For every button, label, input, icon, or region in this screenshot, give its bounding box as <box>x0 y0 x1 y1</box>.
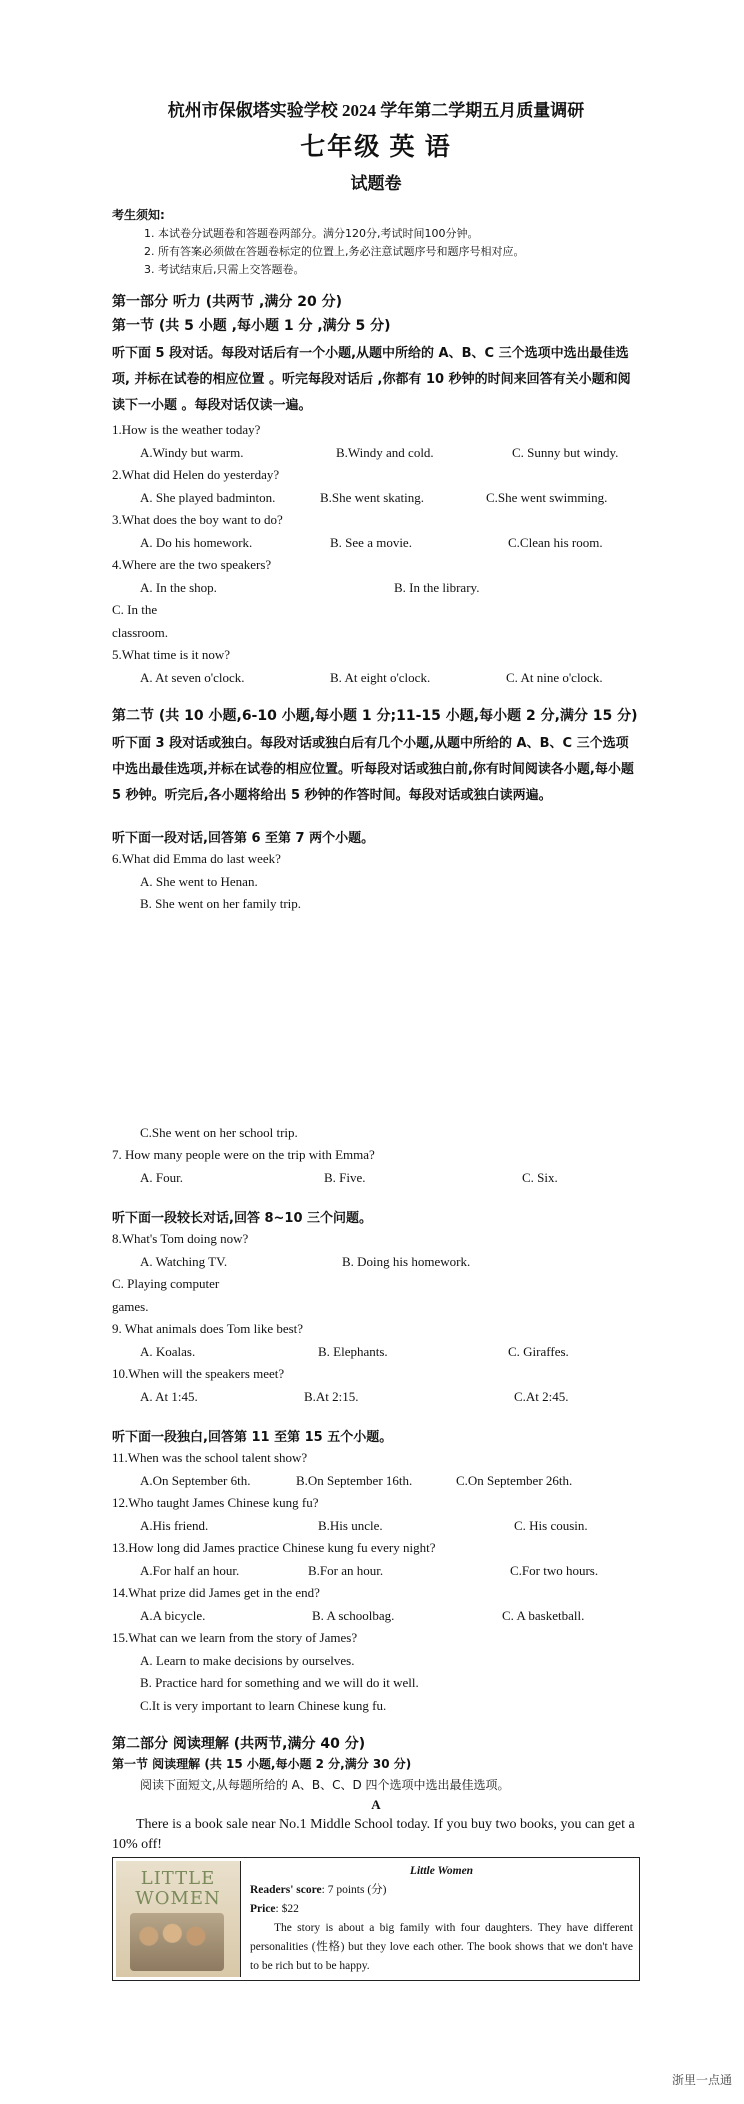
options-2 <box>112 487 640 510</box>
option-b: B. Doing his homework. <box>342 1253 471 1269</box>
option-c: C.At 2:45. <box>514 1388 569 1404</box>
question-10: 10.When will the speakers meet? <box>112 1366 285 1381</box>
question-6: 6.What did Emma do last week? <box>112 851 281 866</box>
question-7: 7. How many people were on the trip with Emma? <box>112 1147 375 1162</box>
book-title: Little Women <box>409 1865 474 1877</box>
question-9: 9. What animals does Tom like best? <box>112 1321 304 1336</box>
option-c: C.Clean his room. <box>508 534 603 550</box>
book-description: The story is about a big family with four daughters. They have different personalities (性格) but they love each other. The book shows that we don't have to be rich but to be happy. <box>250 1922 633 1972</box>
option-b: B. See a movie. <box>330 534 412 550</box>
option-a: A. Learn to make decisions by ourselves. <box>140 1652 355 1668</box>
option-b: B. A schoolbag. <box>312 1607 395 1623</box>
notice-heading: 考生须知: <box>112 208 165 222</box>
option-c: C.She went swimming. <box>486 489 608 505</box>
question-1: 1.How is the weather today? <box>112 422 261 437</box>
book-info <box>244 1858 639 1980</box>
option-c: C. At nine o'clock. <box>506 669 603 685</box>
option-b: B.His uncle. <box>318 1517 383 1533</box>
option-b: B. Practice hard for something and we will do it well. <box>140 1675 419 1690</box>
option-a: A.Windy but warm. <box>140 444 244 460</box>
part1-sec2-instructions: 听下面 3 段对话或独白。每段对话或独白后有几个小题,从题中所给的 A、B、C 三个选项中选出最佳选项,并标在试卷的相应位置。听每段对话或独白前,你有时间阅读各小题,每小题 5 秒钟。听完后,各小题将给出 5 秒钟的作答时间。每段对话或独白读两遍。 <box>112 736 634 803</box>
options-3 <box>112 532 640 555</box>
option-a: A. In the shop. <box>140 579 217 595</box>
option-c: C.For two hours. <box>510 1562 599 1578</box>
question-11: 11.When was the school talent show? <box>112 1450 308 1465</box>
option-a: A.His friend. <box>140 1517 209 1533</box>
option-c: C. A basketball. <box>502 1607 585 1623</box>
question-3: 3.What does the boy want to do? <box>112 512 283 527</box>
paper-type: 试题卷 <box>350 174 402 193</box>
option-a: A.For half an hour. <box>140 1562 240 1578</box>
option-b: B. In the library. <box>394 579 480 595</box>
options-11 <box>112 1470 640 1493</box>
group2-title: 听下面一段较长对话,回答 8~10 三个问题。 <box>112 1211 373 1226</box>
options-5 <box>112 667 640 690</box>
option-c: C. Six. <box>522 1169 558 1185</box>
options-13 <box>112 1560 640 1583</box>
option-c: C. Giraffes. <box>508 1343 569 1359</box>
option-a: A. Do his homework. <box>140 534 253 550</box>
book-cover-title: LITTLE WOMEN <box>135 1868 221 1909</box>
option-c: C. His cousin. <box>514 1517 588 1533</box>
option-c: C.On September 26th. <box>456 1472 573 1488</box>
group1-title: 听下面一段对话,回答第 6 至第 7 两个小题。 <box>112 831 375 846</box>
part2-title: 第二部分 阅读理解 (共两节,满分 40 分) <box>112 1736 366 1752</box>
book-cover-image <box>116 1861 241 1977</box>
option-a: A.A bicycle. <box>140 1607 206 1623</box>
book-price <box>250 1900 633 1919</box>
book-card <box>112 1857 640 1981</box>
options-9 <box>112 1341 640 1364</box>
option-b: B.She went skating. <box>320 489 424 505</box>
reading-instructions: 阅读下面短文,从每题所给的 A、B、C、D 四个选项中选出最佳选项。 <box>140 1778 510 1792</box>
options-14 <box>112 1605 640 1628</box>
score-value: : 7 points (分) <box>321 1884 387 1896</box>
option-a: A. Four. <box>140 1169 183 1185</box>
options-10 <box>112 1386 640 1409</box>
question-2: 2.What did Helen do yesterday? <box>112 467 280 482</box>
exam-page <box>112 96 640 1981</box>
question-4: 4.Where are the two speakers? <box>112 557 272 572</box>
option-a: A. She went to Henan. <box>140 873 258 889</box>
options-15 <box>112 1650 640 1718</box>
option-b: B. At eight o'clock. <box>330 669 431 685</box>
blank-space <box>140 916 640 1122</box>
school-title: 杭州市保俶塔实验学校 2024 学年第二学期五月质量调研 <box>167 101 585 120</box>
group3-title: 听下面一段独白,回答第 11 至第 15 五个小题。 <box>112 1430 393 1445</box>
passage-intro: There is a book sale near No.1 Middle School today. If you buy two books, you can get a 10% off! <box>112 1817 635 1852</box>
option-a: A.On September 6th. <box>140 1472 251 1488</box>
option-a: A. At seven o'clock. <box>140 669 245 685</box>
options-8 <box>112 1251 640 1319</box>
option-b: B.For an hour. <box>308 1562 384 1578</box>
notice-item: 1. 本试卷分试题卷和答题卷两部分。满分120分,考试时间100分钟。 <box>144 227 479 240</box>
option-a: A. She played badminton. <box>140 489 276 505</box>
score-label: Readers' score <box>250 1884 322 1896</box>
price-value: : $22 <box>275 1903 299 1915</box>
option-b: B. Five. <box>324 1169 366 1185</box>
subject-title: 七年级 英 语 <box>300 134 452 161</box>
footer-watermark: 浙里一点通 <box>671 2073 732 2087</box>
passage-label: A <box>371 1797 381 1812</box>
part1-title: 第一部分 听力 (共两节 ,满分 20 分) <box>112 294 342 310</box>
question-14: 14.What prize did James get in the end? <box>112 1585 320 1600</box>
option-c: C.It is very important to learn Chinese kung fu. <box>140 1697 387 1713</box>
options-1 <box>112 442 640 465</box>
option-b: B. Elephants. <box>318 1343 388 1359</box>
question-13: 13.How long did James practice Chinese kung fu every night? <box>112 1540 436 1555</box>
option-a: A. At 1:45. <box>140 1388 198 1404</box>
question-15: 15.What can we learn from the story of James? <box>112 1630 358 1645</box>
option-c: C.She went on her school trip. <box>140 1124 298 1140</box>
notice-list <box>112 225 640 279</box>
part1-sec1-instructions: 听下面 5 段对话。每段对话后有一个小题,从题中所给的 A、B、C 三个选项中选出最佳选项, 并标在试卷的相应位置 。听完每段对话后 ,你都有 10 秒钟的时间来回答有关小题和阅读下一小题 。每段对话仅读一遍。 <box>112 346 631 413</box>
part1-sec1-title: 第一节 (共 5 小题 ,每小题 1 分 ,满分 5 分) <box>112 318 391 334</box>
cover-illustration <box>130 1913 224 1971</box>
options-7 <box>112 1167 640 1190</box>
question-5: 5.What time is it now? <box>112 647 231 662</box>
options-12 <box>112 1515 640 1538</box>
option-c: C. Playing computer games. <box>112 1276 220 1314</box>
option-c: C. In the classroom. <box>112 602 168 640</box>
option-b: B.Windy and cold. <box>336 444 434 460</box>
option-b: B.On September 16th. <box>296 1472 413 1488</box>
price-label: Price <box>250 1903 276 1915</box>
option-c: C. Sunny but windy. <box>512 444 619 460</box>
notice-item: 3. 考试结束后,只需上交答题卷。 <box>144 263 305 276</box>
option-b: B.At 2:15. <box>304 1388 359 1404</box>
option-b: B. She went on her family trip. <box>140 896 302 911</box>
part2-sec1-title: 第一节 阅读理解 (共 15 小题,每小题 2 分,满分 30 分) <box>112 1757 412 1771</box>
options-4 <box>112 577 640 645</box>
notice-item: 2. 所有答案必须做在答题卷标定的位置上,务必注意试题序号和题序号相对应。 <box>144 245 525 258</box>
options-6 <box>112 871 640 1145</box>
question-12: 12.Who taught James Chinese kung fu? <box>112 1495 319 1510</box>
book-score <box>250 1881 633 1900</box>
option-a: A. Koalas. <box>140 1343 196 1359</box>
part1-sec2-title: 第二节 (共 10 小题,6-10 小题,每小题 1 分;11-15 小题,每小题 2 分,满分 15 分) <box>112 708 638 724</box>
question-8: 8.What's Tom doing now? <box>112 1231 249 1246</box>
option-a: A. Watching TV. <box>140 1253 228 1269</box>
